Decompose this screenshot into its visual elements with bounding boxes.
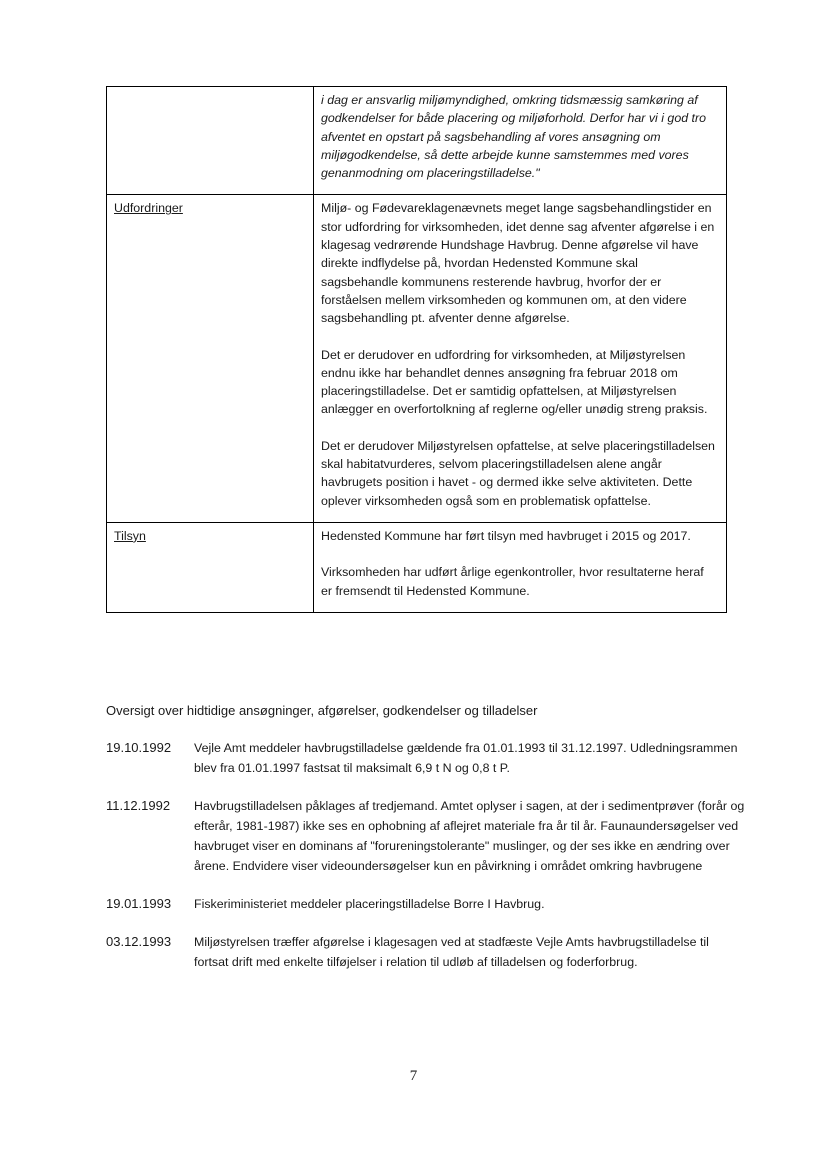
timeline-entry	[106, 932, 746, 972]
paragraph: Det er derudover en udfordring for virksomheden, at Miljøstyrelsen endnu ikke har behandlet dennes ansøgning fra februar 2018 om placeringstilladelse. Det er samtidig opfattelsen, at Miljøstyrelsen anlægger en overfortolkning af reglerne og/eller unødig streng praksis.	[321, 347, 708, 417]
paragraph: Miljø- og Fødevareklagenævnets meget lange sagsbehandlingstider en stor udfordring for virksomheden, idet denne sag afventer afgørelse i en klagesag vedrørende Hundshage Havbrug. Denne afgørelse vil have direkte indflydelse på, hvordan Hedensted Kommune skal sagsbehandle kommunens resterende havbrug, hvorfor der er forståelsen mellem virksomheden og kommunen om, at den videre sagsbehandling pt. afventer denne afgørelse.	[321, 201, 715, 326]
paragraph: Virksomheden har udført årlige egenkontroller, hvor resultaterne heraf er fremsendt til Hedensted Kommune.	[321, 565, 704, 598]
row-label-tilsyn: Tilsyn	[114, 528, 146, 543]
row-label-udfordringer: Udfordringer	[114, 201, 183, 216]
entry-date: 19.01.1993	[106, 896, 172, 911]
entry-date: 11.12.1992	[106, 798, 171, 813]
row-content-cell	[314, 195, 727, 522]
entry-text: Miljøstyrelsen træffer afgørelse i klagesagen ved at stadfæste Vejle Amts havbrugstilladelse til fortsat drift med enkelte tilføjelser i relation til udløb af tilladelsen og foderforbrug.	[194, 935, 709, 969]
entry-text: Havbrugstilladelsen påklages af tredjemand. Amtet oplyser i sagen, at der i sedimentprøver (forår og efterår, 1981-1987) ikke ses en ophobning af aflejret materiale fra år til år. Faunaundersøgelser ved havbruget viser en dominans af "forureningstolerante" muslinger, og der ses ikke en ændring over årene. Endvidere viser videoundersøgelser kun en påvirkning i området omkring havbrugene	[194, 799, 745, 873]
entry-date: 19.10.1992	[106, 740, 172, 755]
table-row	[107, 522, 727, 612]
entry-date: 03.12.1993	[106, 934, 172, 949]
paragraph: Hedensted Kommune har ført tilsyn med havbruget i 2015 og 2017.	[321, 528, 691, 543]
entry-text: Fiskeriministeriet meddeler placeringstilladelse Borre I Havbrug.	[194, 897, 545, 911]
table-row	[107, 195, 727, 522]
row-label-cell	[107, 522, 314, 612]
timeline	[106, 738, 746, 990]
timeline-entry	[106, 796, 746, 876]
row-content-cell	[314, 87, 727, 195]
row-label-cell	[107, 87, 314, 195]
row-label-cell	[107, 195, 314, 522]
table-row	[107, 87, 727, 195]
paragraph: Det er derudover Miljøstyrelsen opfattelse, at selve placeringstilladelsen skal habitatvurderes, selvom placeringstilladelsen alene angår havbrugets position i havet - og dermed ikke selve aktiviteten. Dette oplever virksomheden også som en problematisk opfattelse.	[321, 438, 715, 508]
page-number: 7	[409, 1068, 418, 1084]
row-content-cell	[314, 522, 727, 612]
timeline-entry	[106, 894, 746, 914]
entry-text: Vejle Amt meddeler havbrugstilladelse gældende fra 01.01.1993 til 31.12.1997. Udledningsrammen blev fra 01.01.1997 fastsat til maksimalt 6,9 t N og 0,8 t P.	[194, 741, 738, 775]
quote-paragraph: i dag er ansvarlig miljømyndighed, omkring tidsmæssig samkøring af godkendelser for både placering og miljøforhold. Derfor har vi i god tro afventet en opstart på sagsbehandling af vores ansøgning om miljøgodkendelse, så dette arbejde kunne samstemmes med vores genanmodning om placeringstilladelse."	[321, 93, 706, 181]
info-table	[106, 86, 727, 613]
timeline-entry	[106, 738, 746, 778]
section-title: Oversigt over hidtidige ansøgninger, afgørelser, godkendelser og tilladelser	[106, 703, 538, 718]
